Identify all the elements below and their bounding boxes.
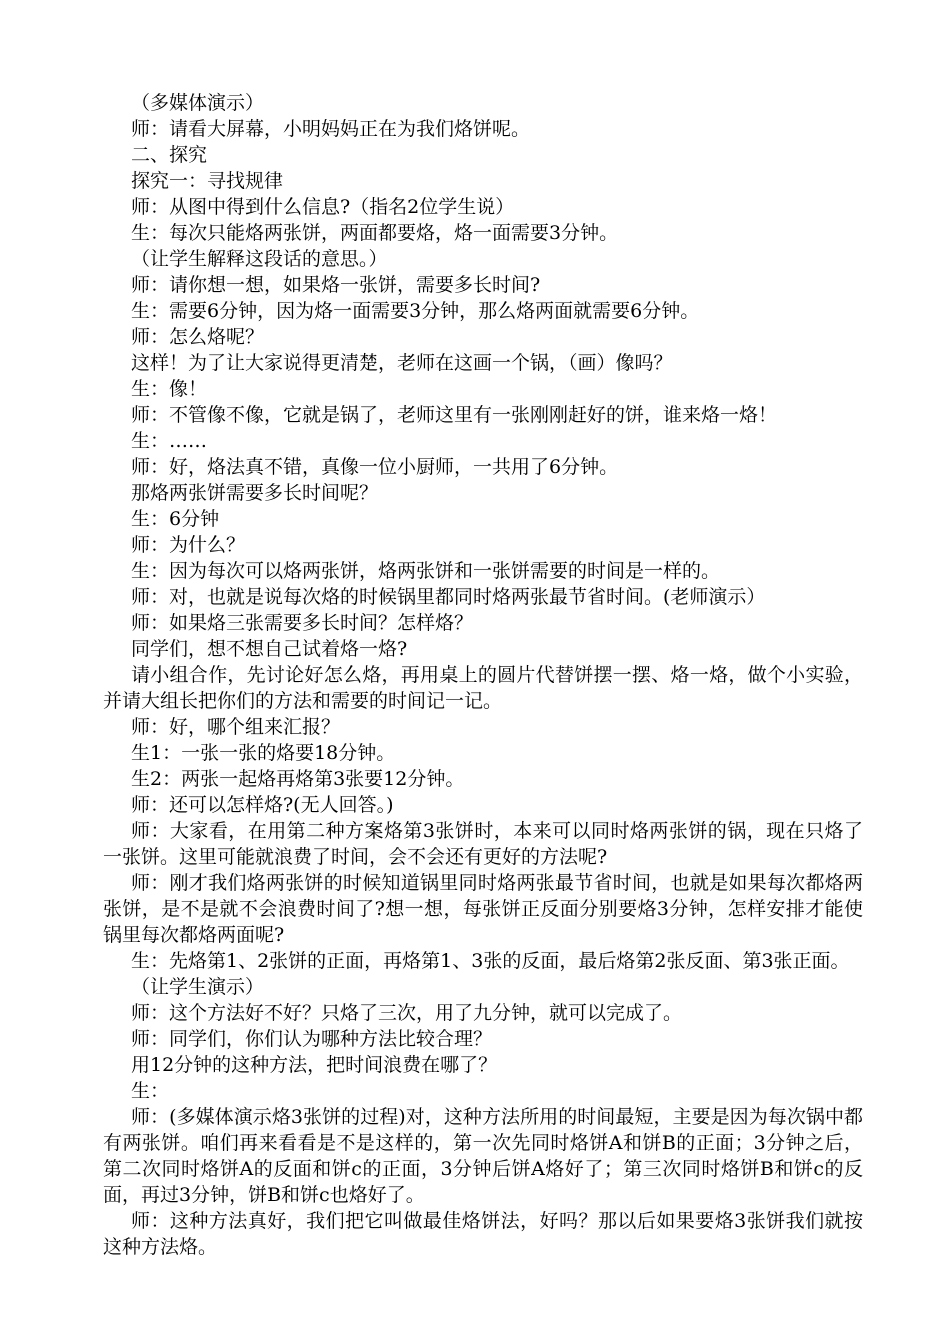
paragraph: 生2：两张一起烙再烙第3张要12分钟。 [131,768,465,790]
paragraph: （多媒体演示） [131,92,265,114]
paragraph: 生：每次只能烙两张饼，两面都要烙，烙一面需要3分钟。 [131,222,619,244]
paragraph: 这样！为了让大家说得更清楚，老师在这画一个锅，（画）像吗？ [131,352,673,374]
paragraph: 师：如果烙三张需要多长时间？怎样烙？ [131,612,474,634]
paragraph: 那烙两张饼需要多长时间呢？ [131,482,379,504]
paragraph: 请小组合作，先讨论好怎么烙，再用桌上的圆片代替饼摆一摆、烙一烙，做个小实验，并请大组长把你们的方法和需要的时间记一记。 [103,664,863,712]
paragraph: 师：还可以怎样烙?(无人回答。) [131,794,394,816]
paragraph: 生1：一张一张的烙要18分钟。 [131,742,396,764]
paragraph: 生：像！ [131,378,208,400]
paragraph: （让学生解释这段话的意思。） [131,248,388,270]
paragraph: 师：请看大屏幕，小明妈妈正在为我们烙饼呢。 [131,118,531,140]
paragraph: 师：不管像不像，它就是锅了，老师这里有一张刚刚赶好的饼，谁来烙一烙！ [131,404,778,426]
paragraph: 师：同学们，你们认为哪种方法比较合理？ [131,1028,493,1050]
paragraph: （让学生演示） [131,976,265,998]
paragraph: 师：为什么？ [131,534,246,556]
paragraph: 生：6分钟 [131,508,220,530]
paragraph: 用12分钟的这种方法，把时间浪费在哪了？ [131,1054,498,1076]
paragraph: 生：因为每次可以烙两张饼，烙两张饼和一张饼需要的时间是一样的。 [131,560,721,582]
paragraph: 生：先烙第1、2张饼的正面，再烙第1、3张的反面，最后烙第2张反面、第3张正面。 [131,950,850,972]
paragraph: 师：(多媒体演示烙3张饼的过程)对，这种方法所用的时间最短，主要是因为每次锅中都有两张饼。咱们再来看看是不是这样的，第一次先同时烙饼A和饼B的正面；3分钟之后，第二次同时烙饼A的反面和饼c的正面，3分钟后饼A烙好了；第三次同时烙饼B和饼c的反面，再过3分钟，饼B和饼c也烙好了。 [103,1106,863,1206]
paragraph: 师：好，哪个组来汇报？ [131,716,341,738]
paragraph: 生：…… [131,430,208,452]
paragraph: 师：从图中得到什么信息?（指名2位学生说） [131,196,515,218]
paragraph: 同学们，想不想自己试着烙一烙? [131,638,408,660]
paragraph: 生： [131,1080,170,1102]
paragraph: 师：大家看，在用第二种方案烙第3张饼时，本来可以同时烙两张饼的锅，现在只烙了一张饼。这里可能就浪费了时间，会不会还有更好的方法呢? [103,820,863,868]
paragraph: 生：需要6分钟，因为烙一面需要3分钟，那么烙两面就需要6分钟。 [131,300,700,322]
paragraph: 师：好，烙法真不错，真像一位小厨师，一共用了6分钟。 [131,456,619,478]
paragraph: 师：刚才我们烙两张饼的时候知道锅里同时烙两张最节省时间，也就是如果每次都烙两张饼，是不是就不会浪费时间了?想一想，每张饼正反面分别要烙3分钟，怎样安排才能使锅里每次都烙两面呢? [103,872,863,946]
paragraph: 师：怎么烙呢？ [131,326,265,348]
paragraph: 师：这个方法好不好？只烙了三次，用了九分钟，就可以完成了。 [131,1002,683,1024]
paragraph: 探究一：寻找规律 [131,170,284,192]
paragraph: 师：对，也就是说每次烙的时候锅里都同时烙两张最节省时间。(老师演示） [131,586,766,608]
paragraph: 师：请你想一想，如果烙一张饼，需要多长时间? [131,274,541,296]
lesson-transcript [103,90,863,1260]
paragraph: 师：这种方法真好，我们把它叫做最佳烙饼法，好吗？那以后如果要烙3张饼我们就按这种方法烙。 [103,1210,863,1258]
paragraph: 二、探究 [131,144,208,166]
